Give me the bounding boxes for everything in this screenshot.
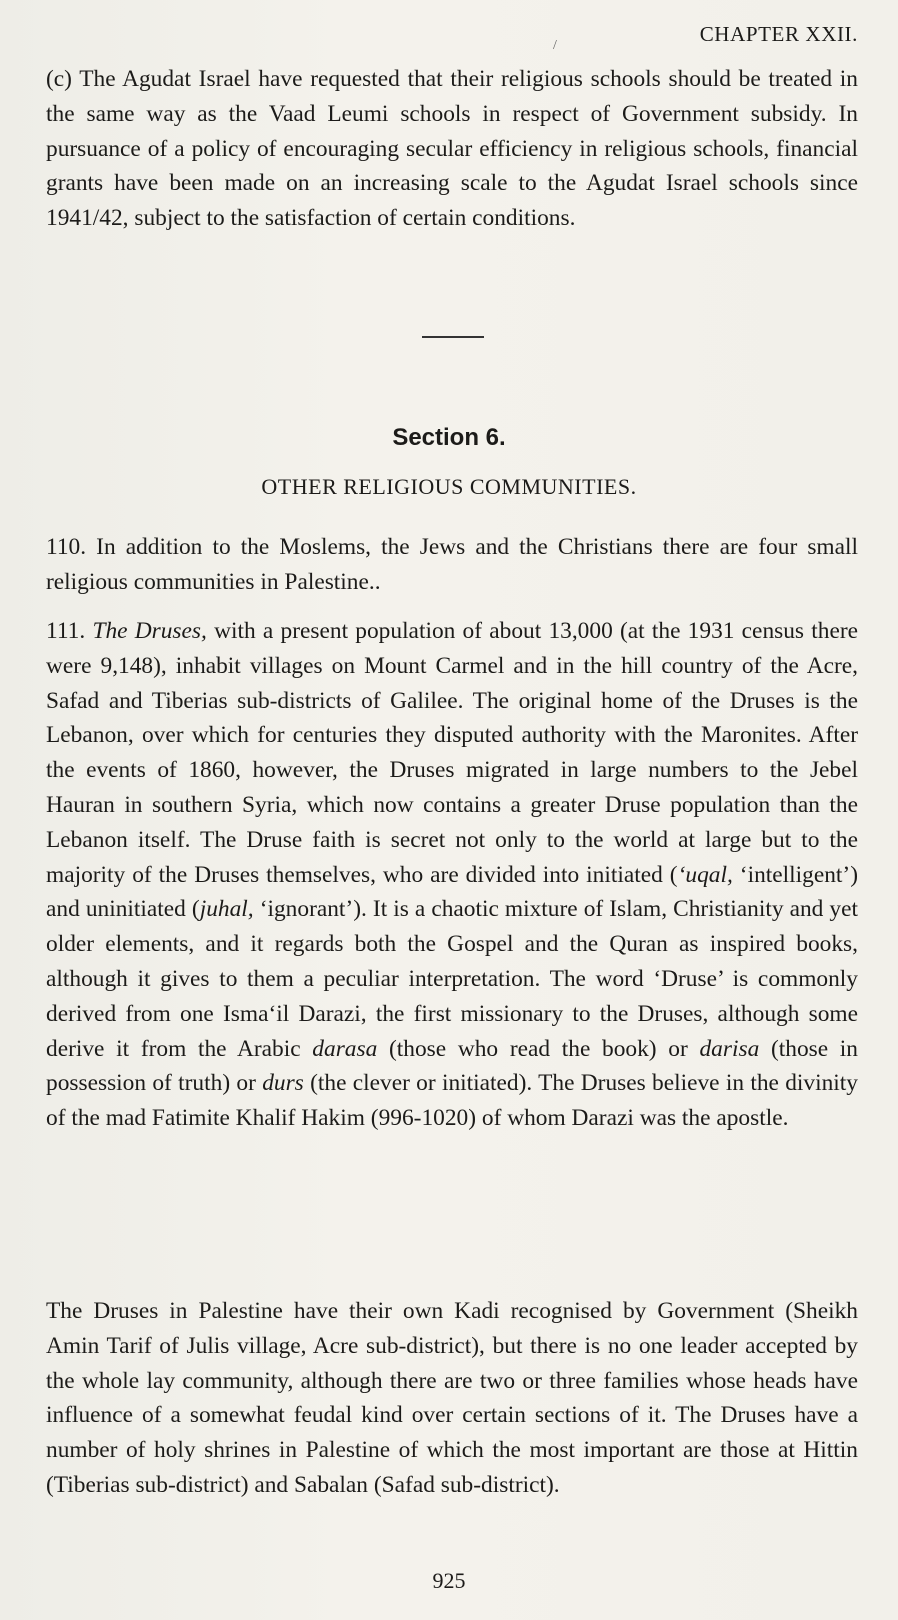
italic-term: ‘uqal, (677, 861, 733, 888)
paragraph-110 (46, 530, 858, 600)
section-heading: Section 6. (392, 424, 506, 451)
page-number: 925 (432, 1568, 466, 1593)
paragraph-text: The Druses in Palestine have their own Kadi recognised by Government (Sheikh Amin Tarif of Julis village, Acre sub-district), but there is no one leader accepted by the whole lay community, although there are two or three families whose heads have influence of a somewhat feudal kind over certain sections of it. The Druses have a number of holy shrines in Palestine of which the most important are those at Hittin (Tiberias sub-district) and Sabalan (Safad sub-district). (46, 1298, 858, 1498)
italic-term: juhal, (199, 896, 254, 923)
text-segment: ‘ignorant’). It is a chaotic mixture of Islam, Christianity and yet older elements, and it regards both the Gospel and the Quran as inspired books, although it gives to them a peculiar interpretation. The word ‘Druse’ is commonly derived from one Isma‘il Darazi, the first missionary to the Druses, although some derive it from the Arabic (46, 896, 858, 1062)
text-segment: (those who read the book) or (377, 1035, 700, 1062)
text-segment: (the clever or initiated). The Druses believe in the divinity of the mad Fatimite Khalif Hakim (996-1020) of whom Darazi was the apostle. (46, 1070, 858, 1132)
paragraph-111 (46, 614, 858, 1136)
italic-term: darasa (312, 1035, 378, 1062)
paragraph-c-agudat-israel (46, 62, 858, 236)
italic-term: durs (262, 1070, 304, 1097)
stray-pen-mark: / (553, 38, 557, 53)
paragraph-text (46, 614, 858, 1136)
section-divider-rule (422, 336, 484, 338)
paragraph-text: (c) The Agudat Israel have requested that their religious schools should be treated in the same way as the Vaad Leumi schools in respect of Government subsidy. In pursuance of a policy of encouraging secular efficiency in religious schools, financial grants have been made on an increasing scale to the Agudat Israel schools since 1941/42, subject to the satisfaction of certain conditions. (46, 66, 858, 232)
text-segment: (those in possession of truth) or (46, 1035, 859, 1097)
text-segment: with a present population of about 13,000 (at the 1931 census there were 9,148), inhabit villages on Mount Carmel and in the hill country of the Acre, Safad and Tiberias sub-districts of Galilee. The original home of the Druses is the Lebanon, over which for centuries they disputed authority with the Maronites. After the events of 1860, however, the Druses migrated in large numbers to the Jebel Hauran in southern Syria, which now contains a greater Druse population than the Lebanon itself. The Druse faith is secret not only to the world at large but to the majority of the Druses themselves, who are divided into initiated ( (46, 618, 859, 888)
paragraph-number: 111. (46, 618, 86, 644)
italic-term: darisa (699, 1035, 760, 1062)
paragraph-druses-in-palestine (46, 1294, 858, 1503)
section-subheading: OTHER RELIGIOUS COMMUNITIES. (261, 474, 637, 499)
chapter-header: CHAPTER XXII. (699, 22, 858, 46)
text-segment: ‘intelligent’) and uninitiated ( (46, 861, 858, 923)
paragraph-text: 110. In addition to the Moslems, the Jews and the Christians there are four small religious communities in Palestine.. (46, 534, 858, 595)
italic-title: The Druses, (92, 618, 207, 644)
